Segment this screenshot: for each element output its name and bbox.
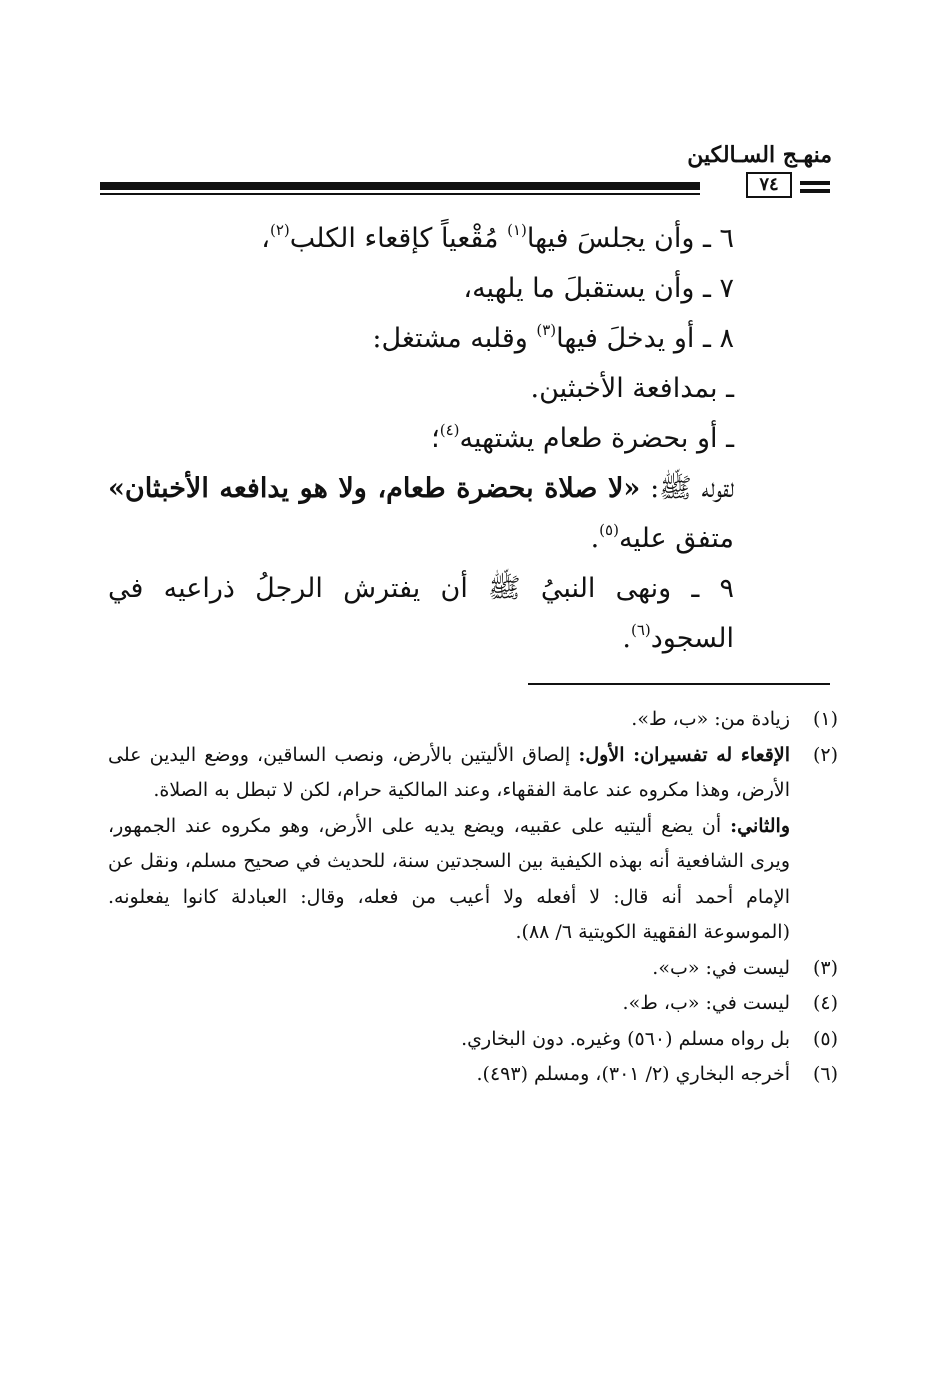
- item-8: [108, 314, 734, 364]
- item-7: ٧ ـ وأن يستقبلَ ما يلهيه،: [463, 273, 734, 304]
- footnote-number: (٦): [812, 1063, 838, 1085]
- footnote-ref-5: (٥): [599, 521, 619, 539]
- footnote-text: ليست في: «ب».: [652, 956, 790, 979]
- bullet-2: [108, 414, 734, 464]
- footnote-4: [108, 986, 838, 1022]
- item-9: [108, 564, 734, 664]
- footnote-ref-6: (٦): [631, 621, 651, 639]
- footnote-ref-1: (١): [507, 221, 527, 239]
- footnote-text: ليست في: «ب، ط».: [622, 992, 790, 1014]
- footnote-text: [108, 738, 790, 951]
- footnote-5: [108, 1022, 838, 1058]
- footnote-2-bold-1: الإقعاء له تفسيران: الأول:: [578, 743, 790, 766]
- page-number: ٧٤: [746, 172, 792, 198]
- main-text: [108, 214, 734, 664]
- footnote-2-text-1: إلصاق الأليتين بالأرض، ونصب الساقين، ووضع اليدين على الأرض، وهذا مكروه عند عامة الفقهاء، وعند المالكية حرام، لكن لا تبطل به الصلاة.: [108, 743, 790, 801]
- footnote-separator: [528, 683, 830, 685]
- footnote-2-text-2: أن يضع أليتيه على عقبيه، ويضع يديه على الأرض، وهو مكروه عند الجمهور، ويرى الشافعية أنه بهذه الكيفية بين السجدتين سنة، للحديث في صحيح مسلم، ونقل عن الإمام أحمد أنه قال: لا أفعله ولا أعيب من فعله، وقال: العبادلة كانوا يفعلونه. (الموسوعة الفقهية الكويتية ٦/ ٨٨).: [108, 814, 790, 943]
- footnote-3: [108, 951, 838, 987]
- hadith-paragraph: [108, 464, 734, 564]
- page-header: [100, 140, 832, 202]
- footnote-number: (١): [812, 708, 838, 730]
- footnote-ref-3: (٣): [536, 321, 557, 339]
- footnote-2-part-2: [108, 809, 790, 951]
- hadith-source: متفق عليه: [618, 523, 734, 554]
- header-rule-thin: [100, 193, 700, 195]
- footnote-text: بل رواه مسلم (٥٦٠) وغيره. دون البخاري.: [461, 1027, 790, 1050]
- item-6-text-a: ٦ ـ وأن يجلسَ فيها: [526, 223, 734, 254]
- item-9-end: .: [622, 623, 631, 654]
- footnote-2-part-1: [108, 738, 790, 809]
- item-6-text-c: ،: [261, 223, 270, 254]
- header-rule-thick: [100, 182, 700, 190]
- footnote-ref-4: (٤): [439, 421, 460, 439]
- footnote-2-bold-2: والثاني:: [730, 814, 790, 837]
- item-9-text: ٩ ـ ونهى النبيُ ﷺ أن يفترش الرجلُ ذراعيه في السجود: [108, 573, 734, 654]
- item-8-text-b: وقلبه مشتغل:: [372, 323, 537, 354]
- header-rule: [100, 172, 832, 202]
- footnote-ref-2: (٢): [269, 221, 290, 239]
- hadith-intro: لقوله ﷺ:: [640, 473, 734, 504]
- header-dash-top: [800, 181, 830, 185]
- footnote-1: [108, 702, 838, 738]
- book-title: منهـج السـالكين: [687, 142, 832, 168]
- footnotes: [108, 702, 838, 1093]
- hadith-text: «لا صلاة بحضرة طعام، ولا هو يدافعه الأخبثان»: [108, 473, 641, 504]
- footnote-number: (٤): [812, 992, 838, 1014]
- item-8-text-a: ٨ ـ أو يدخلَ فيها: [556, 323, 734, 354]
- footnote-2: [108, 738, 838, 951]
- bullet-1: ـ بمدافعة الأخبثين.: [530, 373, 734, 404]
- footnote-text: زيادة من: «ب، ط».: [631, 708, 790, 730]
- bullet-2-end: ؛: [431, 423, 440, 454]
- footnote-number: (٣): [812, 956, 838, 979]
- footnote-number: (٥): [812, 1027, 838, 1050]
- item-6-text-b: مُقْعياً كإقعاء الكلب: [289, 223, 508, 254]
- bullet-2-text: ـ أو بحضرة طعام يشتهيه: [459, 423, 734, 454]
- footnote-number: (٢): [812, 743, 838, 766]
- item-6: [108, 214, 734, 264]
- hadith-end: .: [590, 523, 600, 554]
- footnote-6: [108, 1057, 838, 1093]
- header-dash-bottom: [800, 189, 830, 193]
- footnote-text: أخرجه البخاري (٢/ ٣٠١)، ومسلم (٤٩٣).: [476, 1063, 790, 1085]
